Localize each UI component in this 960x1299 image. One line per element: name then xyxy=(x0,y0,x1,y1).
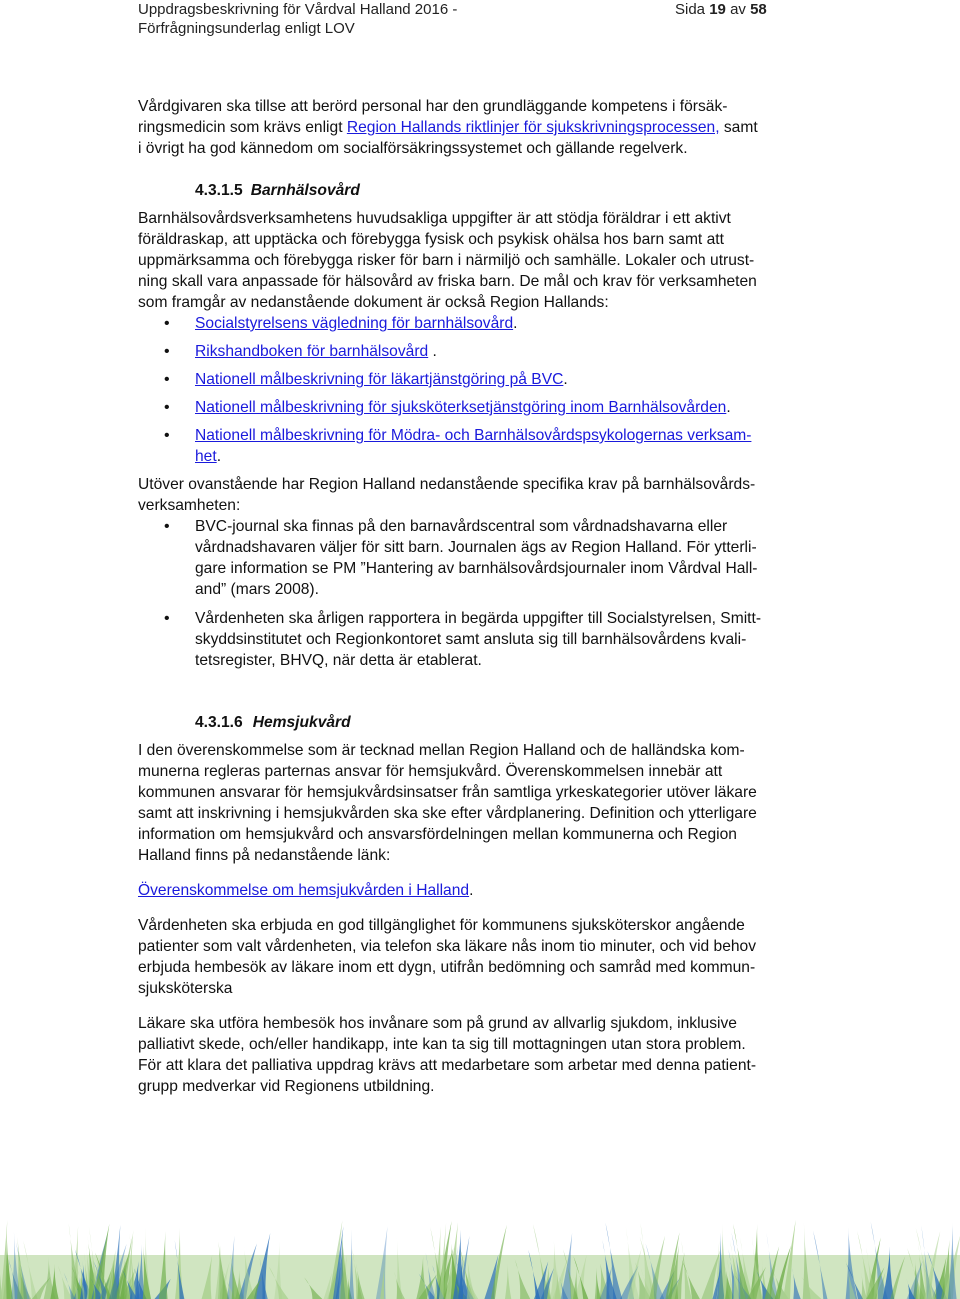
text-line: skyddsinstitutet och Regionkontoret samt ansluta sig till barnhälsovårdens kvali- xyxy=(195,631,747,648)
text-line: and” (mars 2008). xyxy=(195,581,319,598)
list-item xyxy=(138,369,850,390)
header-title-line1: Uppdragsbeskrivning för Vårdval Halland 2016 - xyxy=(138,1,458,18)
bullet-icon: • xyxy=(164,399,170,416)
bhv-paragraph-2 xyxy=(138,474,850,516)
link-rikshandboken[interactable]: Rikshandboken för barnhälsovård xyxy=(195,343,429,360)
text-line: munerna regleras parternas ansvar för hemsjukvård. Överenskommelsen innebär att xyxy=(138,763,723,780)
text-line: gare information se PM ”Hantering av barnhälsovårdsjournaler inom Vårdval Hall- xyxy=(195,560,758,577)
link-suffix: . xyxy=(428,343,437,360)
bullet-icon: • xyxy=(164,343,170,360)
grass-footer-decoration xyxy=(0,1215,960,1299)
document-body xyxy=(138,96,850,1097)
list-item xyxy=(138,397,850,418)
heading-number: 4.3.1.5 xyxy=(195,182,243,199)
text-line: Vårdenheten ska årligen rapportera in begärda uppgifter till Socialstyrelsen, Smitt- xyxy=(195,610,762,627)
link-text-line1: Nationell målbeskrivning för Mödra- och Barnhälsovårdspsykologernas verksam- xyxy=(195,427,752,444)
bhv-paragraph-1 xyxy=(138,208,850,313)
text-line: föräldraskap, att upptäcka och förebygga fysisk och psykisk ohälsa hos barn samt att xyxy=(138,231,724,248)
link-malbeskrivning-psykologer[interactable] xyxy=(195,427,751,465)
bullet-icon: • xyxy=(164,610,170,627)
link-riktlinjer-sjukskrivning[interactable]: Region Hallands riktlinjer för sjukskrivningsprocessen, xyxy=(346,119,720,136)
intro-line2b: samt xyxy=(719,119,758,136)
hsv-paragraph-3 xyxy=(138,1013,850,1097)
heading-number: 4.3.1.6 xyxy=(195,714,243,731)
page-number: 19 xyxy=(709,1,726,18)
intro-line1: Vårdgivaren ska tillse att berörd personal har den grundläggande kompetens i försäk- xyxy=(138,98,728,115)
hsv-link-paragraph xyxy=(138,880,850,901)
hsv-paragraph-1 xyxy=(138,740,850,866)
link-suffix: . xyxy=(563,371,568,388)
text-line: samt att inskrivning i hemsjukvården ska ske efter vårdplanering. Definition och ytterligare xyxy=(138,805,757,822)
heading-barnhalsovard xyxy=(195,180,850,201)
text-line: information om hemsjukvård och ansvarsfördelningen mellan kommunerna och Region xyxy=(138,826,737,843)
link-suffix: . xyxy=(513,315,518,332)
link-overenskommelse-hemsjukvard[interactable]: Överenskommelse om hemsjukvården i Halland xyxy=(138,882,470,899)
text-line: kommunen ansvarar för hemsjukvårdsinsatser från samtliga yrkeskategorier utöver läkare xyxy=(138,784,757,801)
link-suffix: . xyxy=(216,448,222,465)
link-socialstyrelsen-vagledning[interactable]: Socialstyrelsens vägledning för barnhälsovård xyxy=(195,315,514,332)
bullet-icon: • xyxy=(164,518,170,535)
page-prefix: Sida xyxy=(675,1,706,18)
text-line: vårdnadshavaren väljer för sitt barn. Journalen ägs av Region Halland. För ytterli- xyxy=(195,539,757,556)
text-line: Vårdenheten ska erbjuda en god tillgänglighet för kommunens sjuksköterskor angående xyxy=(138,917,745,934)
header-title-line2: Förfrågningsunderlag enligt LOV xyxy=(138,20,355,37)
heading-title: Hemsjukvård xyxy=(252,714,351,731)
text-line: palliativt skede, och/eller handikapp, inte kan ta sig till mottagningen utan stora problem. xyxy=(138,1036,746,1053)
page-header-title xyxy=(138,0,457,38)
bhv-links-list xyxy=(138,313,850,467)
text-line: ning skall vara anpassade för hälsovård av friska barn. De mål och krav för verksamheten xyxy=(138,273,757,290)
page-sep: av xyxy=(730,1,746,18)
text-line: patienter som valt vårdenheten, via telefon ska läkare nås inom tio minuter, och vid behov xyxy=(138,938,757,955)
bullet-icon: • xyxy=(164,315,170,332)
link-suffix: . xyxy=(469,882,474,899)
list-item xyxy=(138,516,850,600)
list-item xyxy=(138,313,850,334)
heading-hemsjukvard xyxy=(195,712,850,733)
bullet-icon: • xyxy=(164,371,170,388)
page-total: 58 xyxy=(750,1,767,18)
text-line: som framgår av nedanstående dokument är också Region Hallands: xyxy=(138,294,609,311)
text-line: verksamheten: xyxy=(138,497,241,514)
list-item xyxy=(138,608,850,671)
text-line: tetsregister, BHVQ, när detta är etablerat. xyxy=(195,652,482,669)
intro-line3: i övrigt ha god kännedom om socialförsäkringssystemet och gällande regelverk. xyxy=(138,140,688,157)
intro-paragraph xyxy=(138,96,850,159)
intro-line2a: ringsmedicin som krävs enligt xyxy=(138,119,347,136)
text-line: Barnhälsovårdsverksamhetens huvudsakliga uppgifter är att stödja föräldrar i ett aktivt xyxy=(138,210,731,227)
link-malbeskrivning-sjukskoterska[interactable]: Nationell målbeskrivning för sjuksköterksetjänstgöring inom Barnhälsovården xyxy=(195,399,727,416)
text-line: Utöver ovanstående har Region Halland nedanstående specifika krav på barnhälsovårds- xyxy=(138,476,756,493)
text-line: uppmärksamma och förebygga risker för barn i närmiljö och samhälle. Lokaler och utrust- xyxy=(138,252,755,269)
text-line: grupp medverkar vid Regionens utbildning. xyxy=(138,1078,435,1095)
text-line: För att klara det palliativa uppdrag krävs att medarbetare som arbetar med denna patient- xyxy=(138,1057,757,1074)
link-malbeskrivning-lakare-bvc[interactable]: Nationell målbeskrivning för läkartjänstgöring på BVC xyxy=(195,371,564,388)
text-line: I den överenskommelse som är tecknad mellan Region Halland och de halländska kom- xyxy=(138,742,745,759)
list-item xyxy=(138,425,850,467)
text-line: BVC-journal ska finnas på den barnavårdscentral som vårdnadshavarna eller xyxy=(195,518,728,535)
hsv-paragraph-2 xyxy=(138,915,850,999)
text-line: sjuksköterska xyxy=(138,980,233,997)
link-text-line2: het xyxy=(195,448,217,465)
text-line: Läkare ska utföra hembesök hos invånare som på grund av allvarlig sjukdom, inklusive xyxy=(138,1015,737,1032)
bhv-requirements-list xyxy=(138,516,850,671)
page-number-indicator xyxy=(675,0,767,19)
heading-title: Barnhälsovård xyxy=(250,182,360,199)
text-line: erbjuda hembesök av läkare inom ett dygn, utifrån bedömning och samråd med kommun- xyxy=(138,959,756,976)
text-line: Halland finns på nedanstående länk: xyxy=(138,847,391,864)
list-item xyxy=(138,341,850,362)
bullet-icon: • xyxy=(164,427,170,444)
link-suffix: . xyxy=(726,399,731,416)
